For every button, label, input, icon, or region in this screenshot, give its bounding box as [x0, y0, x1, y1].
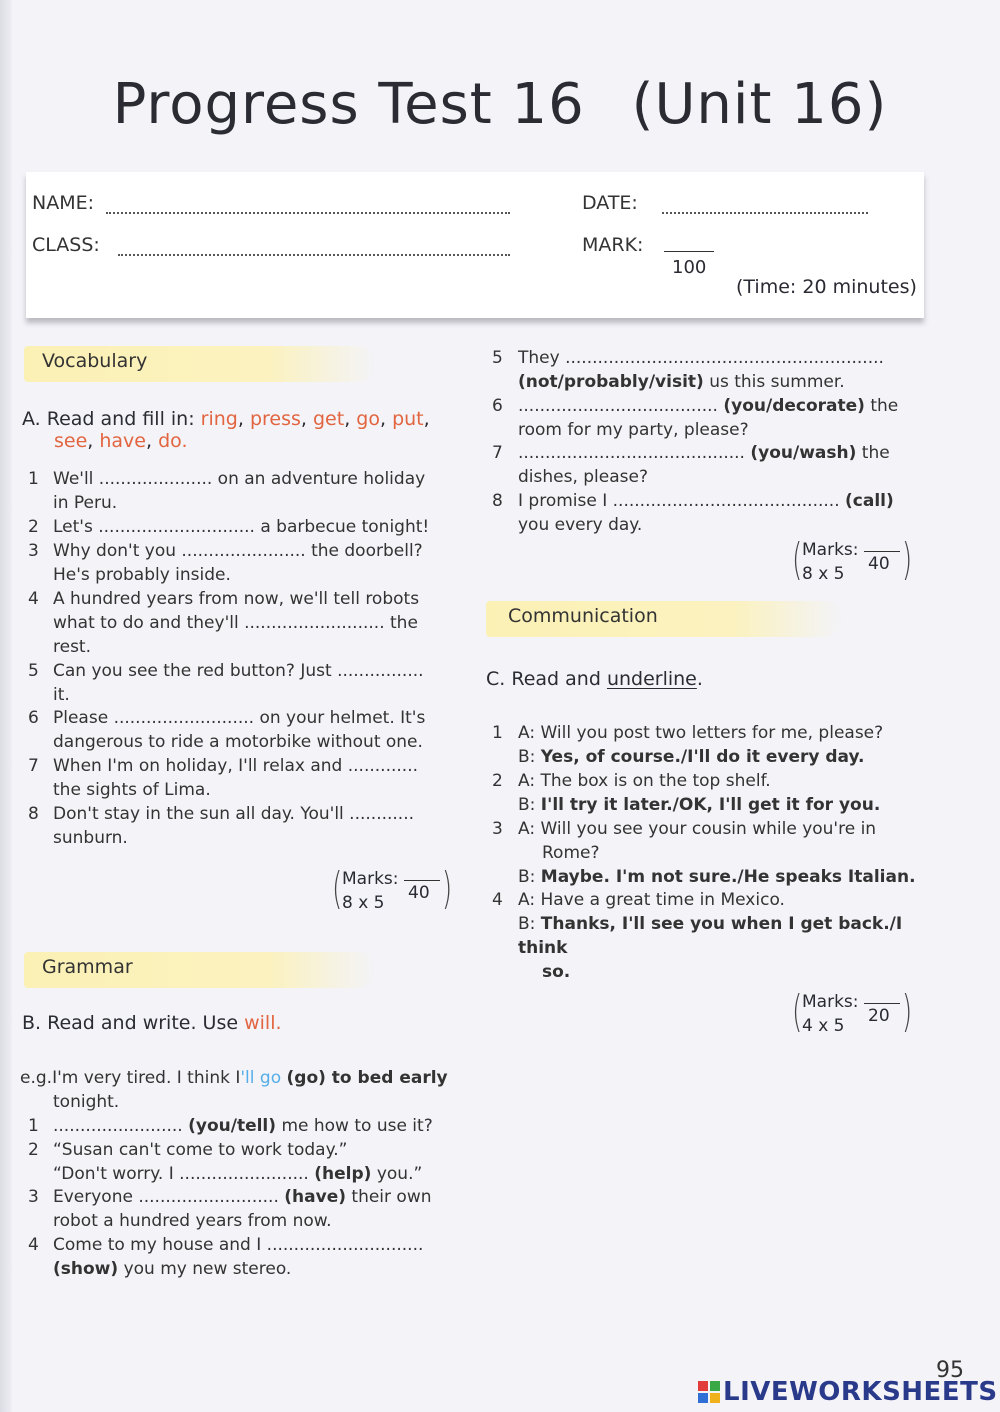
- item-text: [518, 441, 890, 489]
- item-line: “Susan can't come to work today.”: [53, 1140, 348, 1160]
- vocabulary-instruction: A. Read and fill in: ring, press, get, go, put, see, have, do.: [22, 408, 430, 452]
- item-line: it.: [53, 685, 70, 705]
- item-line: rest.: [53, 637, 92, 657]
- grammar-instruction: [22, 1012, 462, 1034]
- title-number: 16: [511, 72, 585, 137]
- item-number: 5: [28, 661, 39, 681]
- item-text: [53, 587, 419, 659]
- logo-icon: [698, 1381, 720, 1403]
- item-line: He's probably inside.: [53, 565, 231, 585]
- item-text: [518, 721, 883, 769]
- word-option: see: [54, 430, 88, 452]
- item-number: 2: [492, 771, 503, 791]
- item-text: [518, 394, 898, 442]
- answer-choices[interactable]: so.: [542, 962, 571, 982]
- paren-right: ): [441, 863, 452, 914]
- item-line: Don't stay in the sun all day. You'll ............: [53, 804, 415, 824]
- word-option: do.: [158, 430, 188, 452]
- item-line: me how to use it?: [281, 1116, 433, 1136]
- item-blank: They ...........................................................: [518, 348, 884, 368]
- word-option: press: [249, 408, 301, 430]
- item-number: 8: [492, 491, 503, 511]
- instruction-text: Read and fill in:: [46, 408, 195, 430]
- communication-marks: [792, 986, 912, 1042]
- item-number: 6: [492, 396, 503, 416]
- instruction-end: .: [696, 668, 703, 690]
- mark-field[interactable]: [664, 251, 714, 252]
- item-text: [53, 802, 414, 850]
- item-number: 7: [492, 443, 503, 463]
- item-line: sunburn.: [53, 828, 128, 848]
- item-blank: .....................................: [518, 396, 718, 416]
- item-text: [518, 489, 894, 537]
- item-line: dishes, please?: [518, 467, 648, 487]
- word-option: go: [356, 408, 380, 430]
- word-option: ring: [200, 408, 238, 430]
- marks-label: Marks:: [802, 992, 859, 1012]
- item-line: the: [861, 443, 890, 463]
- item-text: [53, 467, 425, 515]
- item-number: 6: [28, 708, 39, 728]
- item-line: We'll ..................... on an adventure holiday: [53, 469, 426, 489]
- item-text: [53, 706, 425, 754]
- word-option: get: [313, 408, 345, 430]
- item-verb: (you/decorate): [723, 396, 865, 416]
- item-line: in Peru.: [53, 493, 118, 513]
- item-line: what to do and they'll .......................... the: [53, 613, 418, 633]
- vocabulary-header: [24, 346, 376, 382]
- item-line: you my new stereo.: [123, 1259, 292, 1279]
- item-blank: Everyone ..........................: [53, 1187, 279, 1207]
- speaker-a-line: The box is on the top shelf.: [540, 771, 771, 791]
- item-line: robot a hundred years from now.: [53, 1211, 332, 1231]
- item-line: Why don't you ....................... the doorbell?: [53, 541, 423, 561]
- title-unit: (Unit 16): [631, 72, 888, 137]
- item-line: their own: [351, 1187, 432, 1207]
- word-option: have: [99, 430, 146, 452]
- marks-bar: [864, 1003, 900, 1004]
- title-text: Progress Test: [112, 72, 493, 137]
- marks-total: 40: [868, 554, 890, 574]
- instruction-letter-c: C.: [486, 668, 506, 690]
- item-number: 1: [492, 723, 503, 743]
- speaker-b: B:: [518, 914, 536, 934]
- item-blank: I promise I ..........................................: [518, 491, 840, 511]
- word-option: put: [392, 408, 424, 430]
- item-verb: (help): [314, 1164, 372, 1184]
- marks-bar: [864, 551, 900, 552]
- instruction-text: Read and write. Use: [47, 1012, 239, 1034]
- item-blank: ........................: [53, 1116, 183, 1136]
- liveworksheets-logo: [698, 1377, 998, 1407]
- item-number: 3: [28, 1187, 39, 1207]
- item-blank: “Don't worry. I ........................: [53, 1164, 309, 1184]
- item-line: Can you see the red button? Just ................: [53, 661, 424, 681]
- example-text: I'm very tired. I think I: [52, 1068, 241, 1088]
- item-line: you every day.: [518, 515, 643, 535]
- item-line: Let's ............................. a barbecue tonight!: [53, 517, 430, 537]
- item-text: [53, 1114, 433, 1138]
- paren-left: (: [792, 534, 803, 585]
- marks-bar: [404, 880, 440, 881]
- example-answer: 'll go: [240, 1068, 282, 1088]
- paren-left: (: [332, 863, 343, 914]
- speaker-b: B:: [518, 795, 536, 815]
- item-text: [518, 769, 880, 817]
- speaker-a: A:: [518, 819, 536, 839]
- item-number: 4: [492, 890, 503, 910]
- grammar-example: [20, 1066, 460, 1114]
- item-text: [53, 539, 423, 587]
- vocabulary-header-label: Vocabulary: [42, 350, 148, 372]
- marks-calc: 4 x 5: [802, 1016, 845, 1036]
- speaker-a: A:: [518, 890, 536, 910]
- marks-calc: 8 x 5: [342, 893, 385, 913]
- item-number: 7: [28, 756, 39, 776]
- marks-total: 40: [408, 883, 430, 903]
- instruction-text: Read and: [511, 668, 601, 690]
- item-verb: (call): [845, 491, 894, 511]
- example-text: (go) to bed early: [286, 1068, 448, 1088]
- item-number: 8: [28, 804, 39, 824]
- item-number: 3: [28, 541, 39, 561]
- answer-choices[interactable]: I'll try it later./OK, I'll get it for you.: [540, 795, 881, 815]
- instruction-letter-a: A.: [22, 408, 41, 430]
- item-verb: (you/tell): [188, 1116, 277, 1136]
- item-blank: ..........................................: [518, 443, 745, 463]
- item-text: [53, 1138, 422, 1186]
- name-label: NAME:: [32, 192, 95, 214]
- page-title: [0, 72, 1000, 137]
- paren-right: ): [901, 534, 912, 585]
- example-text: tonight.: [53, 1092, 120, 1112]
- item-text: [518, 817, 916, 889]
- item-verb: (show): [53, 1259, 119, 1279]
- item-text: [53, 659, 424, 707]
- item-line: us this summer.: [709, 372, 845, 392]
- item-line: room for my party, please?: [518, 420, 749, 440]
- answer-choices[interactable]: Thanks, I'll see you when I get back./I think: [518, 914, 903, 958]
- item-line: the: [870, 396, 899, 416]
- grammar-header: [24, 952, 376, 988]
- grammar-marks: [792, 534, 912, 590]
- item-line: When I'm on holiday, I'll relax and .............: [53, 756, 419, 776]
- item-blank: Come to my house and I .............................: [53, 1235, 424, 1255]
- item-verb: (have): [284, 1187, 346, 1207]
- item-line: dangerous to ride a motorbike without one.: [53, 732, 423, 752]
- item-verb: (you/wash): [750, 443, 857, 463]
- answer-choices[interactable]: Maybe. I'm not sure./He speaks Italian.: [540, 867, 916, 887]
- grammar-header-label: Grammar: [42, 956, 133, 978]
- marks-label: Marks:: [342, 869, 399, 889]
- paren-right: ): [901, 986, 912, 1037]
- speaker-a-line: Have a great time in Mexico.: [540, 890, 785, 910]
- mark-label: MARK:: [582, 234, 644, 256]
- instruction-keyword: underline: [606, 668, 697, 690]
- class-label: CLASS:: [32, 234, 100, 256]
- item-text: [518, 888, 922, 984]
- paren-left: (: [792, 986, 803, 1037]
- item-line: Please .......................... on your helmet. It's: [53, 708, 426, 728]
- item-line: A hundred years from now, we'll tell robots: [53, 589, 420, 609]
- mark-total: 100: [672, 257, 707, 278]
- date-field[interactable]: [662, 212, 868, 214]
- answer-choices[interactable]: Yes, of course./I'll do it every day.: [540, 747, 865, 767]
- item-text: [53, 754, 418, 802]
- item-number: 3: [492, 819, 503, 839]
- page-number: 95: [936, 1358, 964, 1383]
- item-line: the sights of Lima.: [53, 780, 211, 800]
- speaker-b: B:: [518, 867, 536, 887]
- speaker-a-line: Rome?: [542, 843, 600, 863]
- marks-label: Marks:: [802, 540, 859, 560]
- speaker-a: A:: [518, 771, 536, 791]
- student-info-box: [26, 172, 924, 318]
- time-limit: (Time: 20 minutes): [736, 276, 917, 298]
- speaker-a-line: Will you see your cousin while you're in: [540, 819, 877, 839]
- example-prefix: e.g.: [20, 1068, 53, 1088]
- name-field[interactable]: [106, 212, 510, 214]
- page-spine: [0, 0, 12, 1412]
- class-field[interactable]: [118, 254, 510, 256]
- logo-text: LIVEWORKSHEETS: [723, 1377, 998, 1407]
- communication-instruction: [486, 668, 926, 690]
- speaker-a: A:: [518, 723, 536, 743]
- item-line: you.”: [376, 1164, 423, 1184]
- marks-calc: 8 x 5: [802, 564, 845, 584]
- vocabulary-marks: [332, 863, 452, 919]
- item-number: 2: [28, 1140, 39, 1160]
- item-number: 4: [28, 1235, 39, 1255]
- speaker-b: B:: [518, 747, 536, 767]
- item-number: 5: [492, 348, 503, 368]
- item-number: 1: [28, 1116, 39, 1136]
- marks-total: 20: [868, 1006, 890, 1026]
- item-number: 2: [28, 517, 39, 537]
- item-text: [518, 346, 884, 394]
- communication-header: [486, 601, 842, 637]
- item-number: 1: [28, 469, 39, 489]
- instruction-letter-b: B.: [22, 1012, 42, 1034]
- item-verb: (not/probably/visit): [518, 372, 704, 392]
- date-label: DATE:: [582, 192, 638, 214]
- item-number: 4: [28, 589, 39, 609]
- item-text: [53, 1233, 423, 1281]
- speaker-a-line: Will you post two letters for me, please?: [540, 723, 884, 743]
- instruction-keyword: will.: [244, 1012, 282, 1034]
- communication-header-label: Communication: [508, 605, 658, 627]
- item-text: [53, 1185, 432, 1233]
